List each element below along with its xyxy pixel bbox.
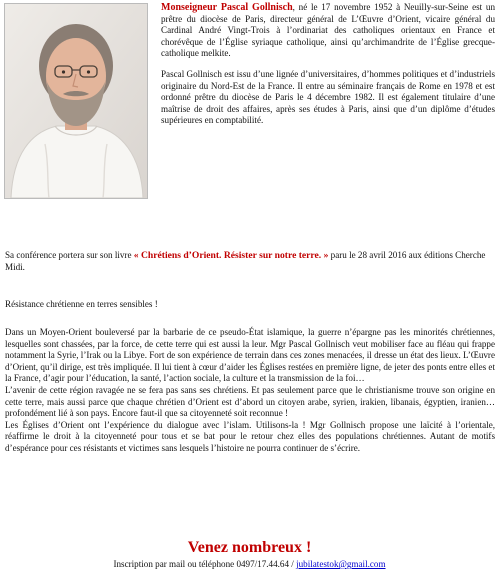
bio-intro [161, 2, 495, 60]
body-paragraph-2: L’avenir de cette région ravagée ne se fera pas sans ses chrétiens. Et pas seulement parce que le christianisme trouve son origine en cette terre, mais aussi parce que chaque chrétien d’Orient est d’abord un citoyen arabe, syrien, irakien, libanais, égyptien, iranien… profondément lié à son pays. Encore faut-il que sa citoyenneté soit reconnue ! [5, 384, 495, 419]
speaker-name: Monseigneur Pascal Gollnisch [161, 2, 293, 13]
contact-prefix: Inscription par mail ou téléphone 0497/17.44.64 / [113, 559, 297, 569]
body-paragraph-3: Les Églises d’Orient ont l’expérience du dialogue avec l’islam. Utilisons-la ! Mgr Gollnisch propose une laïcité à l’orientale, réaffirme le droit à la citoyenneté pour tous et se bat pour le retour chez elles des populations chrétiennes. Autant de motifs d’espérance pour ces résistants et victimes sans lesquels l’histoire ne pourra continuer de s’écrire. [5, 419, 495, 453]
body-paragraph-1: Dans un Moyen-Orient bouleversé par la barbarie de ce pseudo-État islamique, la guerre n’épargne pas les minorités chrétiennes, lesquelles sont chassées, par la force, de cette terre qui est aussi la leur. Mgr Pascal Gollnisch veut mobiliser face au fléau qui frappe notamment la Syrie, l’Irak ou la Libye. Fort de son expérience de terrain dans ces zones menacées, il dresse un état des lieux. L’Œuvre d’Orient, qu’il dirige, est très impliquée. Il lui tient à cœur d’aider les Églises restées en première ligne, de jeter des ponts entre elles et la France, d’agir pour l’éducation, la santé, l’action sociale, la culture et la transmission de la foi… [5, 327, 495, 384]
contact-line [0, 558, 499, 570]
bio-paragraph-2: Pascal Gollnisch est issu d’une lignée d’universitaires, d’hommes politiques et d’industriels originaire du Nord-Est de la France. Il entre au séminaire français de Rome en 1978 et est ordonné prêtre du diocèse de Paris le 4 décembre 1982. Il est également titulaire d’une maîtrise de droit des affaires, après ses études à Paris, ainsi que d’un diplôme d’études supérieures en comptabilité. [161, 68, 495, 126]
bio-intro-text: , né le 17 novembre 1952 à Neuilly-sur-Seine est un prêtre du diocèse de Paris, directeur général de L’Œuvre d’Orient, vicaire général du Cardinal André Vingt-Trois à l’ordinariat des catholiques orientaux en France et chorévêque de l’Église syriaque catholique, ainsi qu’archimandrite de l’Église grecque-catholique melkite. [161, 2, 495, 59]
call-to-action: Venez nombreux ! [187, 539, 312, 556]
book-title: « Chrétiens d’Orient. Résister sur notre terre. » [133, 250, 329, 261]
portrait-photo [4, 3, 148, 199]
book-description [5, 327, 495, 455]
conference-after: paru le 28 avril 2016 aux éditions Cherche Midi. [5, 250, 486, 272]
section-heading: Résistance chrétienne en terres sensibles ! [5, 299, 158, 309]
email-link[interactable]: jubilatestok@gmail.com [296, 559, 386, 569]
conference-announcement [5, 250, 495, 273]
biography [161, 2, 495, 127]
conference-before: Sa conférence portera sur son livre [5, 250, 134, 260]
portrait-illustration [5, 4, 147, 198]
